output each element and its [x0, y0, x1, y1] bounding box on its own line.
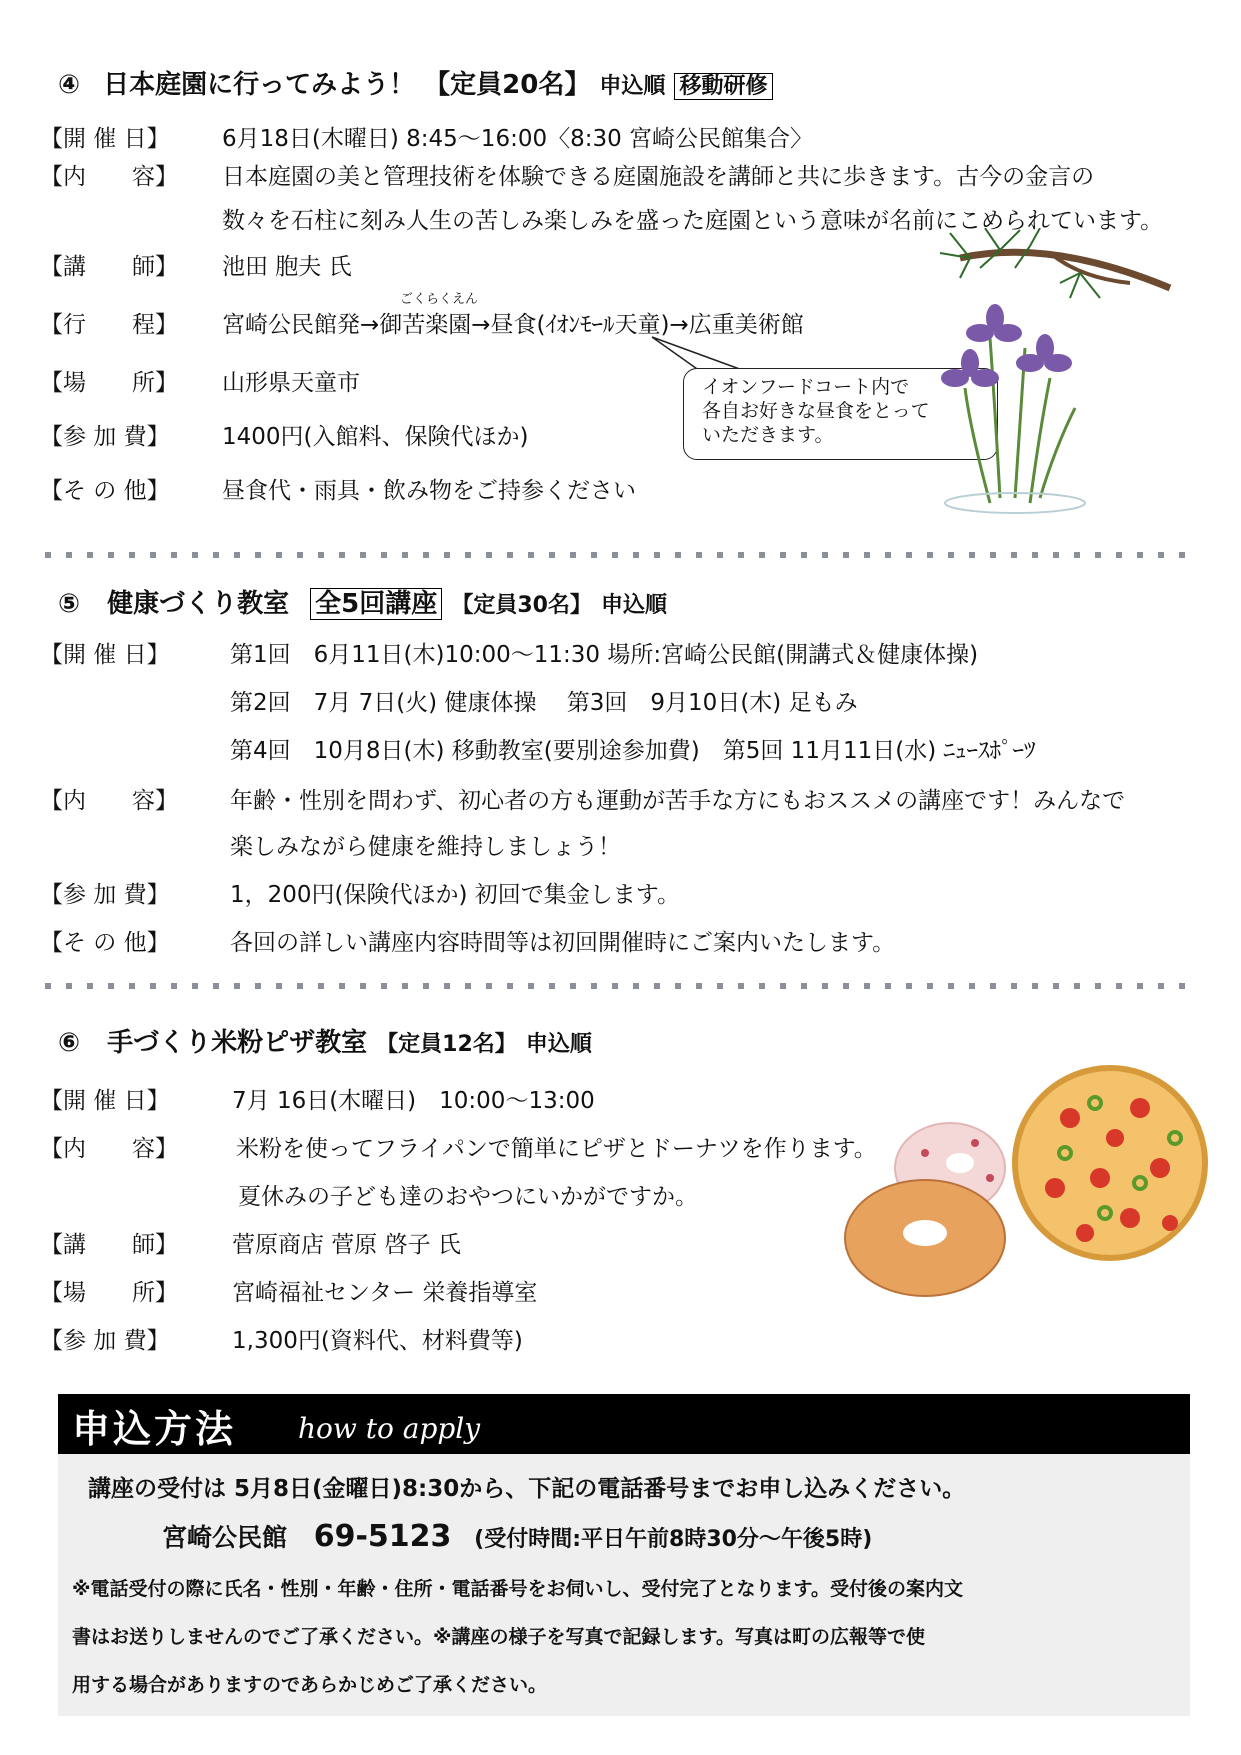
apply-note-3: 用する場合がありますのであらかじめご了承ください。	[72, 1674, 548, 1696]
apply-subtitle: how to apply	[298, 1412, 481, 1445]
section-divider	[45, 983, 1185, 989]
s4-capacity: 【定員20名】	[424, 70, 591, 100]
s6-heading	[58, 1022, 592, 1059]
apply-title: 申込方法	[72, 1407, 237, 1451]
apply-header	[58, 1394, 1190, 1454]
section-divider	[45, 552, 1185, 558]
pizza-donut-illustration	[840, 1058, 1210, 1308]
apply-body	[58, 1454, 1190, 1716]
s5-order: 申込順	[601, 593, 668, 618]
apply-line1: 講座の受付は 5月8日(金曜日)8:30から、下記の電話番号までお申し込みください。	[88, 1476, 966, 1502]
phone-number: 69-5123	[313, 1519, 452, 1554]
phone-name: 宮崎公民館	[162, 1523, 288, 1552]
apply-note-1: ※電話受付の際に氏名・性別・年齢・住所・電話番号をお伺いし、受付完了となります。受付後の案内文	[72, 1578, 963, 1600]
s4-ruby: ごくらくえん	[400, 292, 479, 307]
pine-iris-illustration	[930, 228, 1180, 518]
s6-order: 申込順	[525, 1032, 592, 1057]
s5-number: ⑤	[58, 589, 81, 619]
s5-title: 健康づくり教室	[107, 589, 290, 619]
s4-title: 日本庭園に行ってみよう！	[103, 70, 416, 100]
lunch-speech-bubble: イオンフードコート内で 各自お好きな昼食をとって いただきます。	[683, 368, 998, 460]
s4-tag: 移動研修	[674, 73, 772, 100]
s6-title: 手づくり米粉ピザ教室	[107, 1028, 368, 1058]
s5-heading	[58, 583, 667, 620]
apply-phone-line	[162, 1518, 872, 1554]
phone-hours: (受付時間:平日午前8時30分～午後5時)	[474, 1527, 873, 1552]
s4-order: 申込順	[599, 74, 666, 99]
s6-number: ⑥	[58, 1028, 81, 1058]
s5-tag: 全5回講座	[310, 588, 442, 620]
s5-capacity: 【定員30名】	[451, 593, 592, 618]
s4-number: ④	[58, 70, 81, 100]
apply-note-2: 書はお送りしませんのでご了承ください。※講座の様子を写真で記録します。写真は町の広報等で使	[72, 1626, 925, 1648]
s6-capacity: 【定員12名】	[376, 1032, 517, 1057]
s4-heading	[58, 64, 773, 101]
